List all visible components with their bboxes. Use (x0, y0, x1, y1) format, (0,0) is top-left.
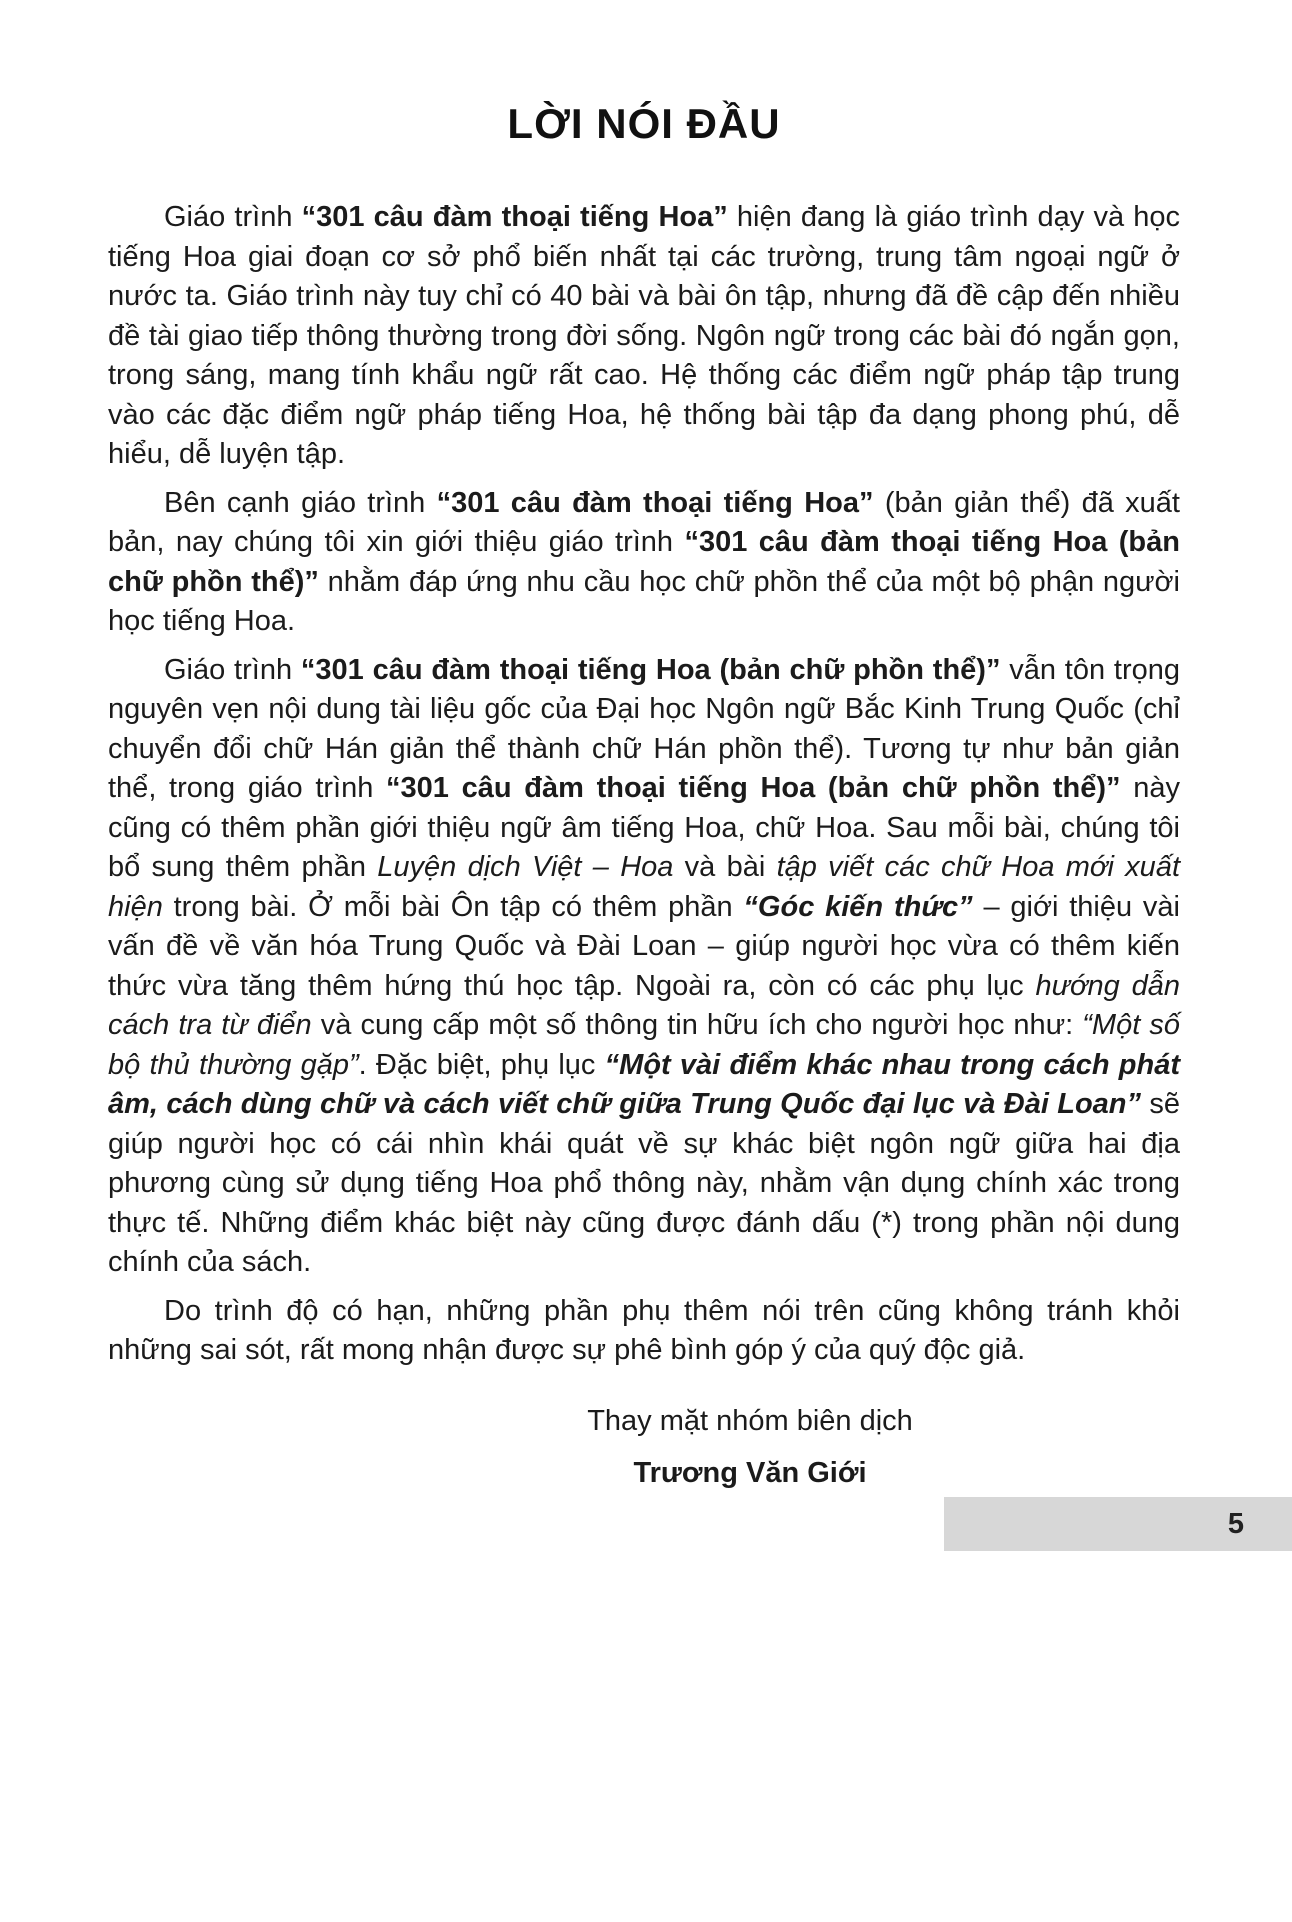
text-run: trong bài. Ở mỗi bài Ôn tập có thêm phần (162, 890, 744, 923)
text-run: “Một vài điểm khác nhau trong cách phát âm, cách dùng chữ và cách viết chữ giữa Trung Quốc đại lục và Đài Loan” (108, 1048, 1181, 1120)
text-run: “301 câu đàm thoại tiếng Hoa (bản chữ phồn thể)” (300, 653, 1001, 686)
preface-paragraphs (108, 198, 1180, 1371)
signature-name: Trương Văn Giới (633, 1456, 867, 1489)
text-run: sẽ giúp người học có cái nhìn khái quát về sự khác biệt ngôn ngữ giữa hai địa phương cùng sử dụng tiếng Hoa phổ thông này, nhằm vận dụng chính xác trong thực tế. Những điểm khác biệt này cũng được đánh dấu (*) trong phần nội dung chính của sách. (108, 1088, 1181, 1278)
text-run: “301 câu đàm thoại tiếng Hoa (bản chữ phồn thể)” (386, 772, 1121, 804)
page-number: 5 (1227, 1508, 1244, 1540)
signature-role: Thay mặt nhóm biên dịch (587, 1404, 913, 1437)
text-run: Do trình độ có hạn, những phần phụ thêm nói trên cũng không tránh khỏi những sai sót, rất mong nhận được sự phê bình góp ý của quý độc giả. (108, 1294, 1180, 1366)
paragraph (108, 198, 1180, 475)
text-run: “Một số bộ thủ thường gặp” (108, 1009, 1180, 1081)
text-run: “301 câu đàm thoại tiếng Hoa” (436, 486, 874, 519)
text-run: – giới thiệu vài vấn đề về văn hóa Trung Quốc và Đài Loan – giúp người học vừa có thêm kiến thức vừa tăng thêm hứng thú học tập. Ngoài ra, còn có các phụ lục (108, 890, 1180, 1002)
text-run: nhằm đáp ứng nhu cầu học chữ phồn thể của một bộ phận người học tiếng Hoa. (108, 565, 1180, 637)
text-run: “Góc kiến thức” (743, 890, 973, 923)
text-run: và cung cấp một số thông tin hữu ích cho người học như: (311, 1009, 1083, 1041)
paragraph (108, 1292, 1180, 1371)
text-run: vẫn tôn trọng nguyên vẹn nội dung tài liệu gốc của Đại học Ngôn ngữ Bắc Kinh Trung Quốc (chỉ chuyển đổi chữ Hán giản thể thành chữ Hán phồn thể). Tương tự như bản giản thể, trong giáo trình (108, 653, 1181, 804)
text-run: “301 câu đàm thoại tiếng Hoa (bản chữ phồn thể)” (108, 526, 1180, 598)
text-run: hướng dẫn cách tra từ điển (108, 969, 1180, 1041)
text-run: (bản giản thể) đã xuất bản, nay chúng tôi xin giới thiệu giáo trình (108, 486, 1180, 558)
signature-block (530, 1395, 970, 1499)
text-run: tập viết các chữ Hoa mới xuất hiện (108, 851, 1181, 923)
text-run: hiện đang là giáo trình dạy và học tiếng Hoa giai đoạn cơ sở phổ biến nhất tại các trường, trung tâm ngoại ngữ ở nước ta. Giáo trình này tuy chỉ có 40 bài và bài ôn tập, nhưng đã đề cập đến nhiều đề tài giao tiếp thông thường trong đời sống. Ngôn ngữ trong các bài đó ngắn gọn, trong sáng, mang tính khẩu ngữ rất cao. Hệ thống các điểm ngữ pháp tập trung vào các đặc điểm ngữ pháp tiếng Hoa, hệ thống bài tập đa dạng phong phú, dễ hiểu, dễ luyện tập. (108, 201, 1180, 470)
text-run: . Đặc biệt, phụ lục (358, 1048, 605, 1081)
paragraph (108, 651, 1180, 1283)
text-run: Giáo trình (164, 653, 301, 686)
page-number-box (944, 1497, 1292, 1551)
text-run: Giáo trình (164, 201, 302, 233)
paragraph (108, 484, 1180, 642)
text-run: này cũng có thêm phần giới thiệu ngữ âm tiếng Hoa, chữ Hoa. Sau mỗi bài, chúng tôi bổ sung thêm phần (108, 772, 1180, 883)
text-run: và bài (673, 851, 777, 883)
text-run: Bên cạnh giáo trình (164, 486, 437, 519)
text-run: “301 câu đàm thoại tiếng Hoa” (301, 201, 728, 233)
page-content (108, 100, 1180, 1499)
page-title: LỜI NÓI ĐẦU (507, 100, 781, 147)
text-run: Luyện dịch Việt – Hoa (377, 851, 674, 883)
